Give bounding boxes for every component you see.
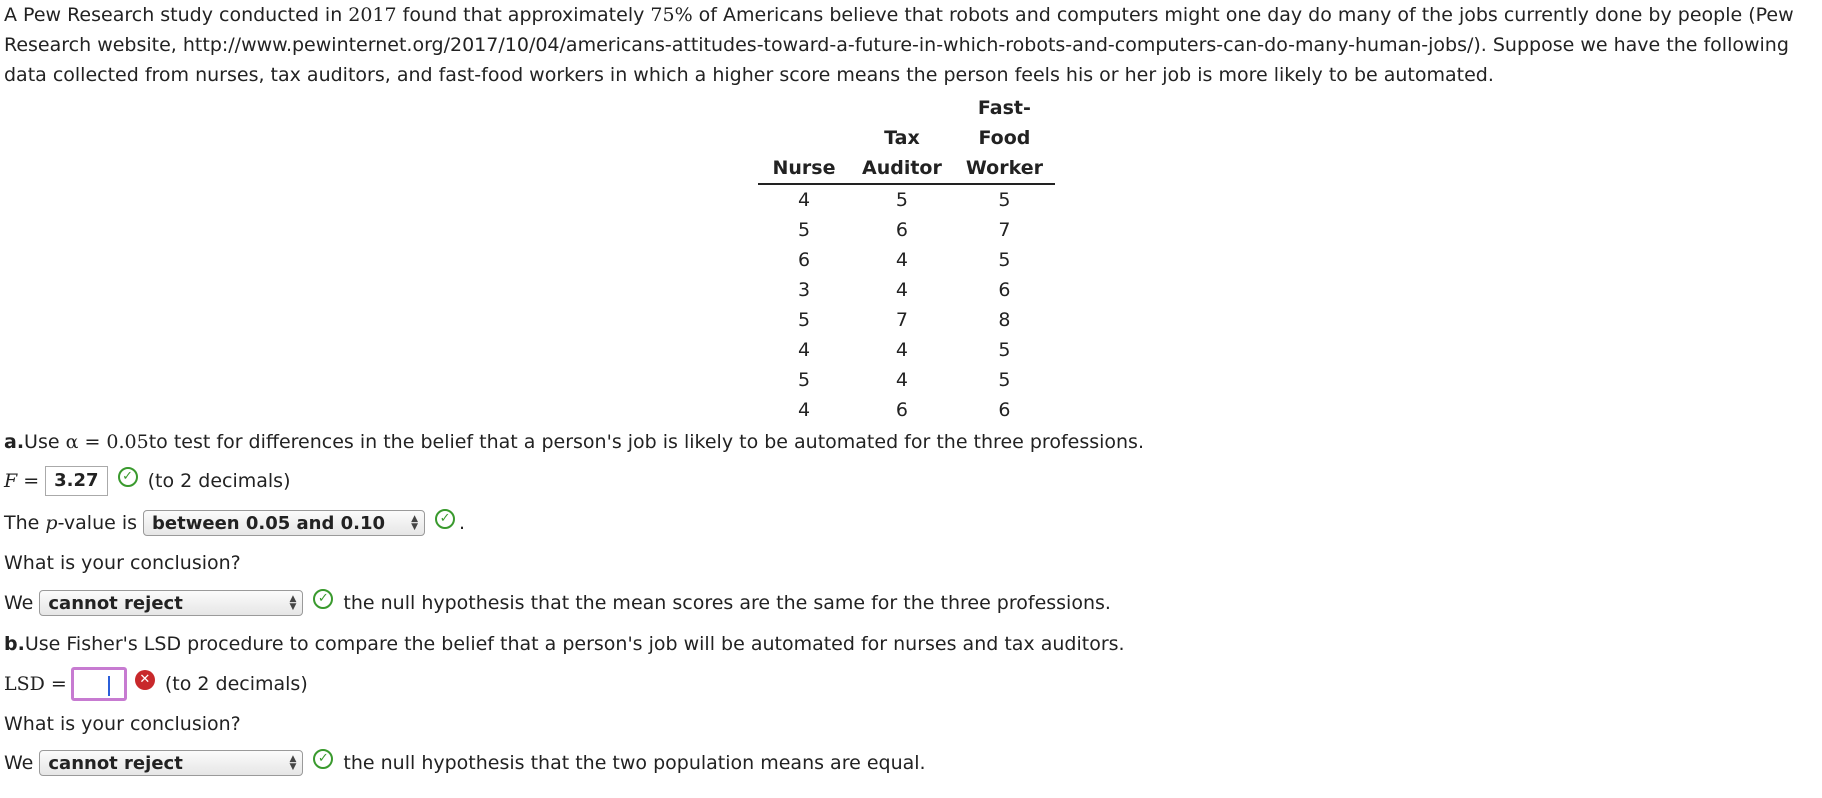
p-period: . [459,512,466,534]
table-row [758,365,1055,395]
table-cell: 6 [797,249,811,271]
text-caret [108,676,110,696]
table-cell: 6 [895,219,908,241]
table-cell: 6 [998,399,1011,421]
table-cell: 7 [998,219,1011,241]
table-cell: 6 [895,399,908,421]
part-a-text-2: to test for differences in the belief that a person's job is likely to be automated for the three professions. [148,431,1144,453]
part-b-prompt [4,627,1125,661]
conclusion-b-select[interactable] [39,750,303,776]
part-b-text: Use Fisher's LSD procedure to compare the belief that a person's job will be automated for nurses and tax auditors. [24,633,1125,655]
conclusion-a-selected: cannot reject [48,592,183,614]
part-a-conclusion-row [4,586,1111,620]
lsd-decimals-note: (to 2 decimals) [164,673,308,695]
lsd-input[interactable] [71,667,127,701]
table-row [758,305,1055,335]
header-nurse: Nurse [758,93,850,184]
select-arrows-icon: ▲ ▼ [411,514,419,532]
data-table [758,93,1055,425]
part-a-prompt [4,425,1144,459]
intro-percent: 75% [650,4,693,26]
table-row [758,395,1055,425]
incorrect-x-icon: ✕ [135,670,155,690]
f-label: F = [4,470,40,492]
table-header-row [758,93,1055,184]
table-cell: 3 [797,279,811,301]
header-fast-food-worker: Fast-Food Worker [954,93,1055,184]
table-row [758,245,1055,275]
table-cell: 5 [998,189,1011,211]
table-row [758,184,1055,215]
table-row [758,215,1055,245]
p-text-2: -value is [57,512,138,534]
correct-check-icon: ✓ [435,509,455,529]
conclusion-question-a: What is your conclusion? [4,552,241,574]
table-cell: 6 [998,279,1011,301]
table-cell: 5 [895,189,908,211]
we-label: We [4,752,34,774]
table-cell: 5 [797,369,811,391]
table-cell: 4 [895,249,908,271]
lsd-label: LSD = [4,673,67,695]
correct-check-icon: ✓ [313,749,333,769]
correct-check-icon: ✓ [313,589,333,609]
part-a-text-1: Use [24,431,60,453]
header-tax-auditor: Tax Auditor [850,93,954,184]
conclusion-question-b: What is your conclusion? [4,713,241,735]
alpha-value: α = 0.05 [65,431,149,453]
p-symbol: p [45,512,58,534]
table-row [758,335,1055,365]
intro-text-2: found that approximately [396,4,651,26]
table-cell: 7 [895,309,908,331]
table-cell: 4 [895,369,908,391]
table-cell: 4 [895,279,908,301]
table-cell: 5 [998,339,1011,361]
table-cell: 5 [998,369,1011,391]
part-a-label: a. [4,431,25,453]
conclusion-a-text: the null hypothesis that the mean scores are the same for the three professions. [343,592,1111,614]
select-arrows-icon: ▲ ▼ [289,754,297,772]
p-text-1: The [4,512,40,534]
table-cell: 5 [998,249,1011,271]
table-cell: 5 [797,219,811,241]
p-value-selected: between 0.05 and 0.10 [152,512,386,534]
conclusion-a-select[interactable] [39,590,303,616]
conclusion-b-selected: cannot reject [48,752,183,774]
table-row [758,275,1055,305]
table-cell: 4 [797,339,811,361]
part-b-conclusion-row [4,746,926,780]
f-decimals-note: (to 2 decimals) [147,470,291,492]
f-value-input[interactable]: 3.27 [45,466,107,496]
table-cell: 4 [797,189,811,211]
correct-check-icon: ✓ [118,467,138,487]
lsd-row [4,664,308,704]
p-value-row [4,506,465,540]
table-cell: 4 [895,339,908,361]
f-statistic-row [4,464,291,498]
intro-year: 2017 [348,4,397,26]
intro-text-3: of Americans believe that robots and computers might one day do many of the jobs currently done by people (Pew Research website, http://www.pewinternet.org/2017/10/04/americans-attitudes-toward-a-future-in-which-robots-and-computers-can-do-many-human-jobs/). Suppose we have the following data collected from nurses, tax auditors, and fast-food workers in which a higher score means the person feels his or her job is more likely to be automated. [4,4,1794,86]
part-b-label: b. [4,633,25,655]
intro-text-1: A Pew Research study conducted in [4,4,349,26]
we-label: We [4,592,34,614]
table-cell: 5 [797,309,811,331]
p-value-select[interactable] [143,510,425,536]
conclusion-b-text: the null hypothesis that the two population means are equal. [343,752,926,774]
part-b-question [4,707,241,741]
select-arrows-icon: ▲ ▼ [289,594,297,612]
table-cell: 8 [998,309,1011,331]
problem-intro [4,0,1816,90]
table-cell: 4 [797,399,811,421]
part-a-question [4,546,241,580]
